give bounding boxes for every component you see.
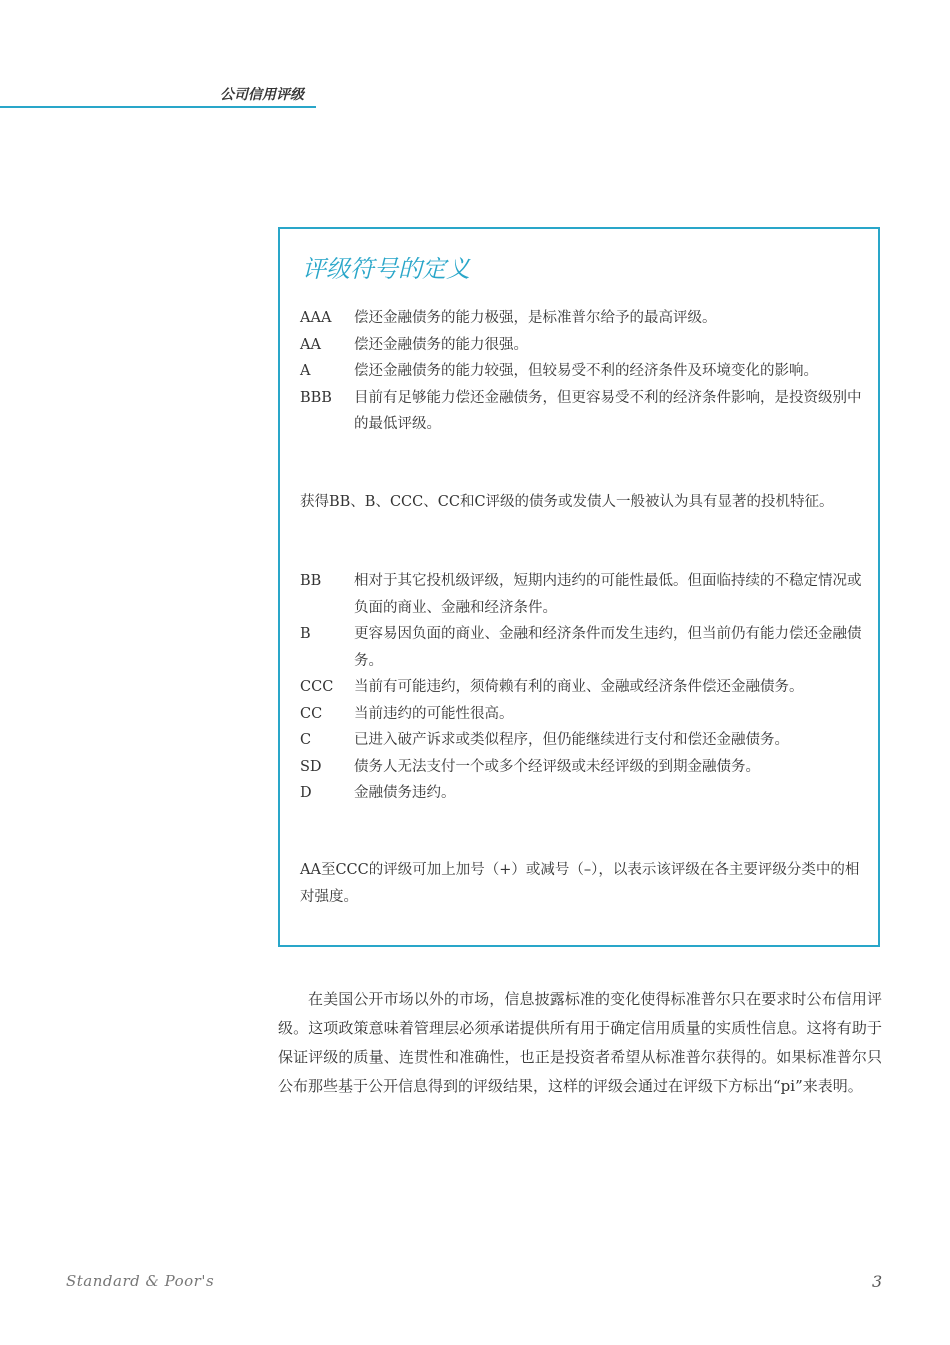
rating-row-bbb (300, 385, 866, 438)
rating-code: C (300, 732, 312, 748)
modifier-note: AA至CCC的评级可加上加号（+）或减号（–），以表示该评级在各主要评级分类中的相对强度。 (300, 862, 860, 905)
header-rule (0, 106, 316, 108)
rating-definition: 更容易因负面的商业、金融和经济条件而发生违约，但当前仍有能力偿还金融债务。 (354, 626, 862, 669)
box-title: 评级符号的定义 (302, 255, 470, 283)
rating-code: CCC (300, 679, 334, 695)
speculative-note: 获得BB、B、CCC、CC和C评级的债务或发债人一般被认为具有显著的投机特征。 (300, 494, 834, 510)
rating-code: D (300, 785, 312, 801)
rating-definition: 偿还金融债务的能力很强。 (354, 336, 528, 353)
rating-row-aa (300, 332, 866, 359)
rating-definition: 已进入破产诉求或类似程序，但仍能继续进行支付和偿还金融债务。 (354, 732, 789, 748)
rating-code: SD (300, 758, 322, 775)
investment-grade-list (300, 305, 866, 438)
rating-definition: 债务人无法支付一个或多个经评级或未经评级的到期金融债务。 (354, 758, 760, 775)
footer-brand: Standard & Poor's (66, 1272, 215, 1290)
rating-definition: 偿还金融债务的能力极强，是标准普尔给予的最高评级。 (354, 310, 717, 326)
rating-definition: 金融债务违约。 (354, 785, 456, 801)
rating-row-c (300, 727, 866, 754)
rating-definition: 相对于其它投机级评级，短期内违约的可能性最低。但面临持续的不稳定情况或负面的商业、金融和经济条件。 (354, 573, 862, 616)
speculative-grade-list (300, 568, 866, 807)
rating-row-ccc (300, 674, 866, 701)
rating-definition: 当前违约的可能性很高。 (354, 705, 514, 722)
rating-row-cc (300, 701, 866, 728)
rating-code: BBB (300, 389, 332, 406)
rating-row-d (300, 780, 866, 807)
rating-code: AA (300, 336, 321, 353)
rating-row-a (300, 358, 866, 385)
rating-code: AAA (300, 310, 332, 326)
rating-row-aaa (300, 305, 866, 332)
page-number: 3 (872, 1272, 883, 1291)
rating-code: CC (300, 705, 323, 722)
rating-code: B (300, 626, 311, 642)
rating-definitions-box (278, 227, 880, 947)
rating-row-sd (300, 754, 866, 781)
rating-code: BB (300, 573, 322, 589)
rating-definition: 当前有可能违约，须倚赖有利的商业、金融或经济条件偿还金融债务。 (354, 679, 804, 695)
rating-definition: 目前有足够能力偿还金融债务，但更容易受不利的经济条件影响，是投资级别中的最低评级。 (354, 389, 862, 432)
rating-definition: 偿还金融债务的能力较强，但较易受不利的经济条件及环境变化的影响。 (354, 363, 818, 379)
rating-row-b (300, 621, 866, 674)
section-header: 公司信用评级 (220, 87, 304, 103)
rating-code: A (300, 363, 311, 379)
rating-row-bb (300, 568, 866, 621)
body-paragraph: 在美国公开市场以外的市场，信息披露标准的变化使得标准普尔只在要求时公布信用评级。这项政策意味着管理层必须承诺提供所有用于确定信用质量的实质性信息。这将有助于保证评级的质量、连贯性和准确性，也正是投资者希望从标准普尔获得的。如果标准普尔只公布那些基于公开信息得到的评级结果，这样的评级会通过在评级下方标出“pi”来表明。 (278, 990, 882, 1095)
